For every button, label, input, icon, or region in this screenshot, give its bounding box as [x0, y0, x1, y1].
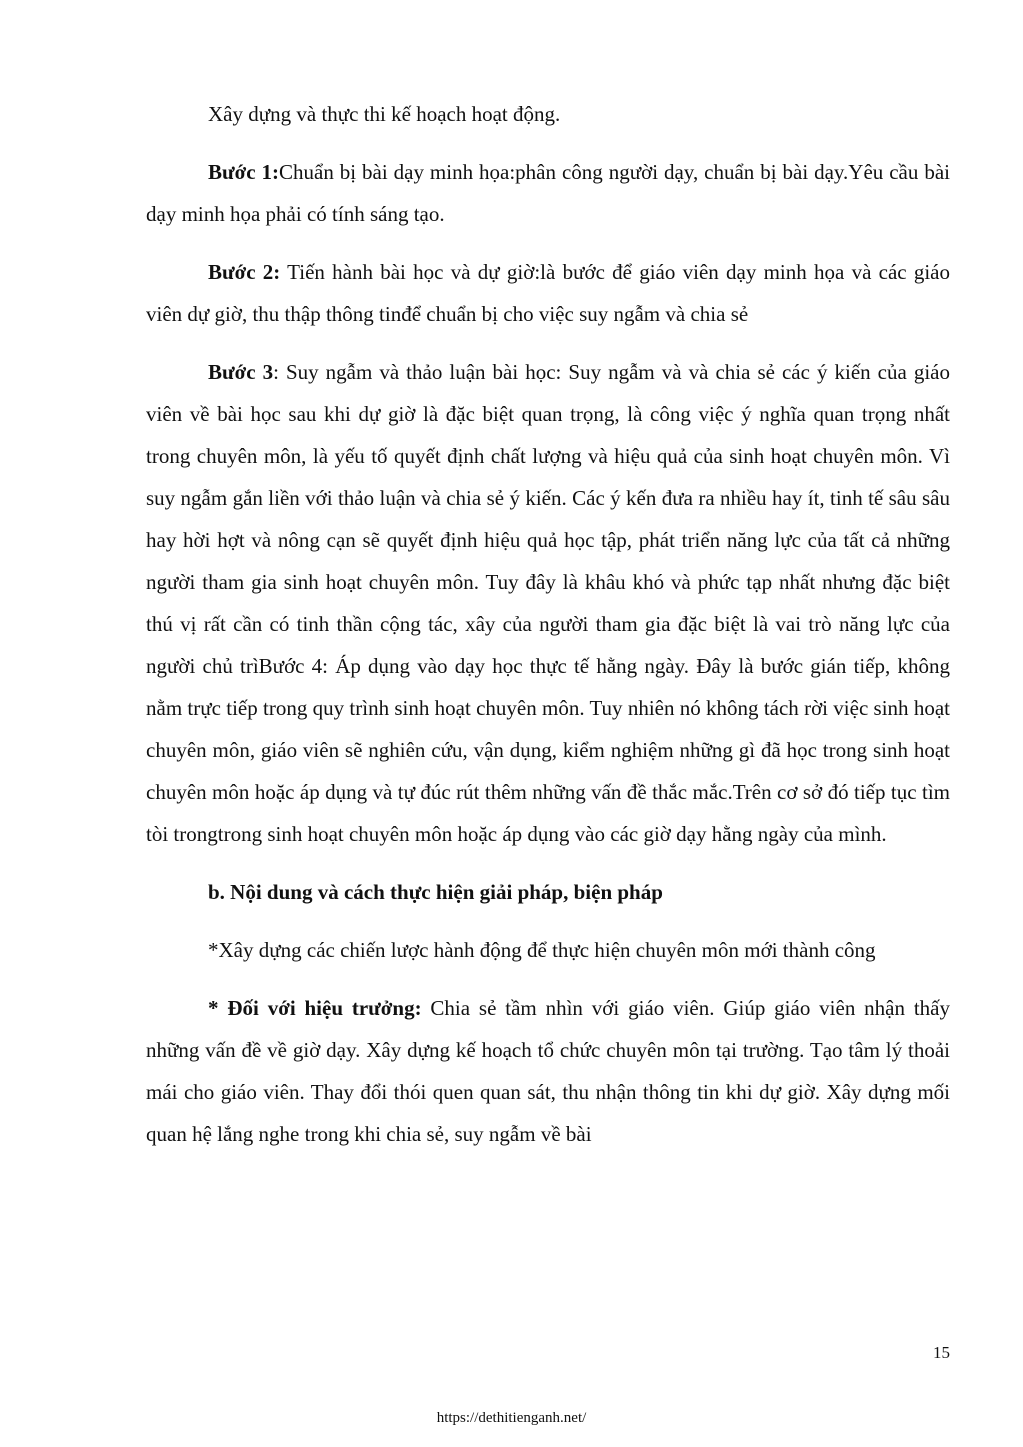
paragraph-text: : Suy ngẫm và thảo luận bài học: Suy ngẫm và và chia sẻ các ý kiến của giáo viên về bài học sau khi dự giờ là đặc biệt quan trọng, là công việc ý nghĩa quan trọng nhất trong chuyên môn, là yếu tố quyết định chất lượng và hiệu quả của sinh hoạt chuyên môn. Vì suy ngẫm gắn liền với thảo luận và chia sẻ ý kiến. Các ý kến đưa ra nhiều hay ít, tinh tế sâu sâu hay hời hợt và nông cạn sẽ quyết định hiệu quả học tập, phát triển năng lực của tất cả những người tham gia sinh hoạt chuyên môn. Tuy đây là khâu khó và phức tạp nhất nhưng đặc biệt thú vị rất cần có tinh thần cộng tác, xây của người tham gia đặc biệt là vai trò năng lực của người chủ trìBước 4: Áp dụng vào dạy học thực tế hằng ngày. Đây là bước gián tiếp, không nằm trực tiếp trong quy trình sinh hoạt chuyên môn. Tuy nhiên nó không tách rời việc sinh hoạt chuyên môn, giáo viên sẽ nghiên cứu, vận dụng, kiểm nghiệm những gì đã học trong sinh hoạt chuyên môn hoặc áp dụng và tự đúc rút thêm những vấn đề thắc mắc.Trên cơ sở đó tiếp tục tìm tòi trongtrong sinh hoạt chuyên môn hoặc áp dụng vào các giờ dạy hằng ngày của mình. [146, 360, 950, 846]
paragraph-principal [146, 987, 950, 1155]
paragraph-step-3 [146, 351, 950, 855]
paragraph-text: Tiến hành bài học và dự giờ:là bước để giáo viên dạy minh họa và các giáo viên dự giờ, thu thập thông tinđể chuẩn bị cho việc suy ngẫm và chia sẻ [146, 260, 951, 326]
paragraph-text: Xây dựng và thực thi kế hoạch hoạt động. [208, 102, 561, 126]
paragraph-plan [146, 93, 950, 135]
paragraph-strategy: *Xây dựng các chiến lược hành động để thực hiện chuyên môn mới thành công [208, 938, 876, 962]
step-label: Bước 3 [208, 360, 274, 384]
step-label: Bước 1: [208, 160, 279, 184]
page-number: 15 [933, 1343, 950, 1362]
paragraph-text: Chuẩn bị bài dạy minh họa:phân công người dạy, chuẩn bị bài dạy.Yêu cầu bài dạy minh họa phải có tính sáng tạo. [146, 160, 950, 226]
paragraph-text: Chia sẻ tầm nhìn với giáo viên. Giúp giáo viên nhận thấy những vấn đề về giờ dạy. Xây dựng kế hoạch tổ chức chuyên môn tại trường. Tạo tâm lý thoải mái cho giáo viên. Thay đổi thói quen quan sát, thu nhận thông tin khi dự giờ. Xây dựng mối quan hệ lắng nghe trong khi chia sẻ, suy ngẫm về bài [146, 996, 950, 1146]
document-body [146, 93, 950, 1171]
principal-label: * Đối với hiệu trưởng: [208, 996, 422, 1020]
section-heading: b. Nội dung và cách thực hiện giải pháp, biện pháp [208, 880, 663, 904]
step-label: Bước 2: [208, 260, 281, 284]
paragraph-step-2 [146, 251, 950, 335]
paragraph-step-1 [146, 151, 950, 235]
footer-url[interactable]: https://dethitienganh.net/ [436, 1410, 587, 1426]
